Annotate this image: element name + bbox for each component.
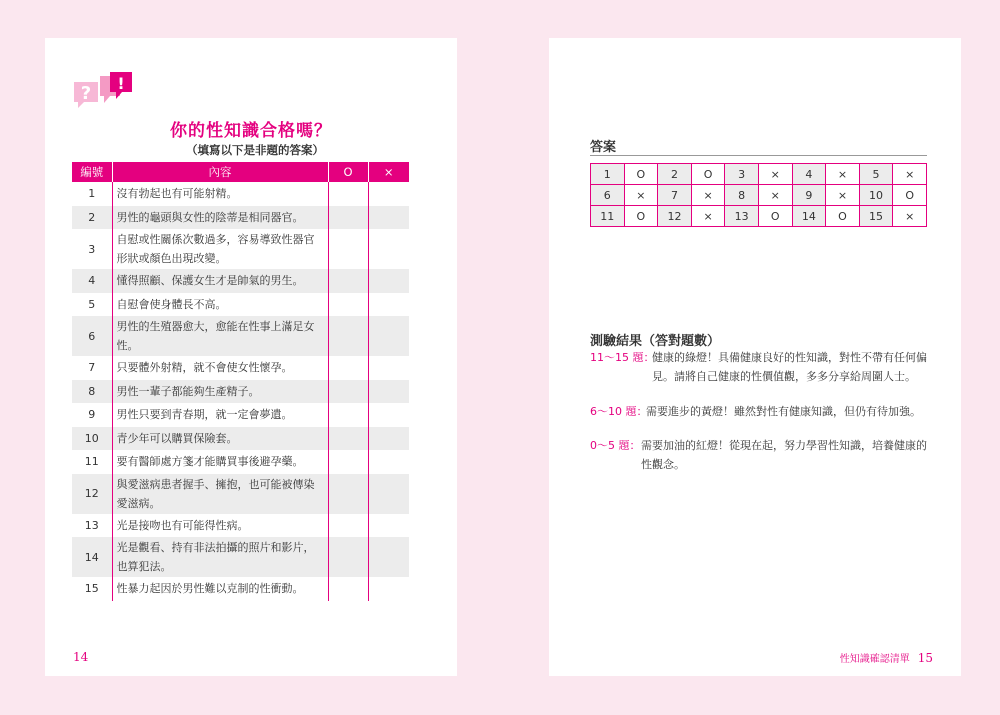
- answer-x-cell[interactable]: [368, 356, 409, 380]
- item-text: 沒有勃起也有可能射精。: [116, 187, 238, 201]
- item-number: 13: [72, 514, 112, 538]
- table-row: [72, 450, 409, 474]
- item-text: 光是觀看、持有非法拍攝的照片和影片，也算犯法。: [112, 537, 328, 577]
- result-label: 0～5 題：: [590, 439, 641, 452]
- answer-o-cell[interactable]: [328, 356, 368, 380]
- quiz-subtitle: （填寫以下是非題的答案）: [186, 143, 324, 157]
- result-text: 健康的綠燈！具備健康良好的性知識，對性不帶有任何偏見。請將自己健康的性價值觀，多多分享給周圍人士。: [652, 351, 927, 383]
- answer-question-number: 13: [725, 206, 759, 227]
- table-row: [72, 269, 409, 293]
- answer-x-cell[interactable]: [368, 450, 409, 474]
- answer-o-cell[interactable]: [328, 514, 368, 538]
- answer-value: O: [758, 206, 792, 227]
- answer-question-number: 12: [658, 206, 692, 227]
- answer-question-number: 4: [792, 164, 826, 185]
- svg-text:!: !: [117, 74, 125, 93]
- answer-o-cell[interactable]: [328, 269, 368, 293]
- answers-table: [590, 163, 927, 227]
- answer-o-cell[interactable]: [328, 206, 368, 230]
- item-number: 12: [72, 474, 112, 514]
- answer-o-cell[interactable]: [328, 450, 368, 474]
- answer-question-number: 5: [859, 164, 893, 185]
- result-label: 6～10 題：: [590, 405, 648, 418]
- table-row: [72, 537, 409, 577]
- item-number: 1: [72, 182, 112, 206]
- answer-x-cell[interactable]: [368, 427, 409, 451]
- item-text: 光是接吻也有可能得性病。: [116, 518, 249, 532]
- answers-divider: [590, 155, 927, 156]
- answer-question-number: 11: [591, 206, 625, 227]
- answer-o-cell[interactable]: [328, 316, 368, 356]
- header-x: ×: [368, 162, 409, 182]
- answer-value: ×: [691, 206, 725, 227]
- item-text: 自慰會使身體長不高。: [116, 297, 227, 311]
- svg-text:?: ?: [80, 83, 92, 104]
- answer-o-cell[interactable]: [328, 474, 368, 514]
- answer-value: ×: [893, 206, 927, 227]
- answer-value: O: [826, 206, 860, 227]
- answer-x-cell[interactable]: [368, 269, 409, 293]
- answer-value: O: [624, 206, 658, 227]
- item-text: 只要體外射精，就不會使女性懷孕。: [116, 361, 293, 375]
- answer-x-cell[interactable]: [368, 229, 409, 269]
- header-number: 編號: [72, 162, 112, 182]
- answer-question-number: 9: [792, 185, 826, 206]
- answer-question-number: 2: [658, 164, 692, 185]
- item-number: 8: [72, 380, 112, 404]
- answers-row: [591, 185, 927, 206]
- item-text: 懂得照顧、保護女生才是帥氣的男生。: [112, 269, 328, 293]
- item-number: 15: [72, 577, 112, 601]
- answer-value: ×: [826, 185, 860, 206]
- answer-value: ×: [758, 185, 792, 206]
- answer-o-cell[interactable]: [328, 293, 368, 317]
- item-text: 與愛滋病患者握手、擁抱，也可能被傳染愛滋病。: [112, 474, 328, 514]
- answer-value: O: [691, 164, 725, 185]
- answer-question-number: 7: [658, 185, 692, 206]
- table-row: [72, 514, 409, 538]
- item-number: 14: [72, 537, 112, 577]
- answer-x-cell[interactable]: [368, 293, 409, 317]
- answer-question-number: 1: [591, 164, 625, 185]
- answer-value: ×: [624, 185, 658, 206]
- answer-value: ×: [826, 164, 860, 185]
- answer-o-cell[interactable]: [328, 427, 368, 451]
- table-row: [72, 427, 409, 451]
- quiz-table: [72, 162, 409, 601]
- table-row: [72, 380, 409, 404]
- answer-question-number: 14: [792, 206, 826, 227]
- table-row: [72, 316, 409, 356]
- page-number-left: 14: [73, 650, 89, 664]
- answer-o-cell[interactable]: [328, 380, 368, 404]
- answer-x-cell[interactable]: [368, 577, 409, 601]
- item-number: 3: [72, 229, 112, 269]
- page-number-right: 15: [917, 651, 933, 665]
- quiz-title: 你的性知識合格嗎？: [170, 121, 332, 141]
- item-number: 6: [72, 316, 112, 356]
- table-row: [72, 356, 409, 380]
- item-number: 9: [72, 403, 112, 427]
- answer-value: O: [893, 185, 927, 206]
- page-footer-right: [840, 650, 933, 665]
- answer-o-cell[interactable]: [328, 537, 368, 577]
- answer-value: ×: [691, 185, 725, 206]
- quiz-header-row: [72, 162, 409, 182]
- item-text: 青少年可以購買保險套。: [112, 427, 328, 451]
- table-row: [72, 474, 409, 514]
- table-row: [72, 182, 409, 206]
- answer-x-cell[interactable]: [368, 403, 409, 427]
- answer-o-cell[interactable]: [328, 577, 368, 601]
- answer-value: ×: [758, 164, 792, 185]
- header-o: O: [328, 162, 368, 182]
- item-text: 男性的龜頭與女性的陰蒂是相同器官。: [112, 206, 328, 230]
- question-exclamation-icon: [72, 70, 134, 114]
- answer-x-cell[interactable]: [368, 182, 409, 206]
- answer-question-number: 8: [725, 185, 759, 206]
- item-number: 7: [72, 356, 112, 380]
- item-text: 男性只要到青春期，就一定會夢遺。: [116, 408, 293, 422]
- result-text: 需要加油的紅燈！從現在起，努力學習性知識，培養健康的性觀念。: [641, 439, 927, 471]
- item-number: 4: [72, 269, 112, 293]
- result-text: 需要進步的黃燈！雖然對性有健康知識，但仍有待加強。: [646, 405, 921, 418]
- item-number: 2: [72, 206, 112, 230]
- item-text: 男性一輩子都能夠生產精子。: [112, 380, 328, 404]
- answers-row: [591, 206, 927, 227]
- answer-x-cell[interactable]: [368, 537, 409, 577]
- answer-x-cell[interactable]: [368, 380, 409, 404]
- answer-o-cell[interactable]: [328, 403, 368, 427]
- answer-o-cell[interactable]: [328, 182, 368, 206]
- table-row: [72, 403, 409, 427]
- results-heading: 測驗結果（答對題數）: [590, 334, 721, 349]
- table-row: [72, 293, 409, 317]
- answer-x-cell[interactable]: [368, 514, 409, 538]
- answer-value: O: [624, 164, 658, 185]
- answers-row: [591, 164, 927, 185]
- answer-question-number: 10: [859, 185, 893, 206]
- header-content: 內容: [112, 162, 328, 182]
- answer-o-cell[interactable]: [328, 229, 368, 269]
- item-text: 男性的生殖器愈大，愈能在性事上滿足女性。: [112, 316, 328, 356]
- answer-x-cell[interactable]: [368, 316, 409, 356]
- item-text: 性暴力起因於男性難以克制的性衝動。: [116, 582, 304, 596]
- right-page: [549, 38, 961, 676]
- table-row: [72, 229, 409, 269]
- answer-question-number: 3: [725, 164, 759, 185]
- item-text: 自慰或性關係次數過多，容易導致性器官形狀或顏色出現改變。: [116, 233, 315, 265]
- table-row: [72, 577, 409, 601]
- table-row: [72, 206, 409, 230]
- answers-heading: 答案: [590, 140, 617, 155]
- answer-value: ×: [893, 164, 927, 185]
- answer-question-number: 15: [859, 206, 893, 227]
- result-label: 11～15 題：: [590, 351, 655, 364]
- answer-x-cell[interactable]: [368, 206, 409, 230]
- answer-question-number: 6: [591, 185, 625, 206]
- item-number: 11: [72, 450, 112, 474]
- item-number: 10: [72, 427, 112, 451]
- left-page: [45, 38, 457, 676]
- footer-section-label: 性知識確認清單: [839, 654, 910, 665]
- item-text: 要有醫師處方箋才能購買事後避孕藥。: [116, 455, 304, 469]
- answer-x-cell[interactable]: [368, 474, 409, 514]
- item-number: 5: [72, 293, 112, 317]
